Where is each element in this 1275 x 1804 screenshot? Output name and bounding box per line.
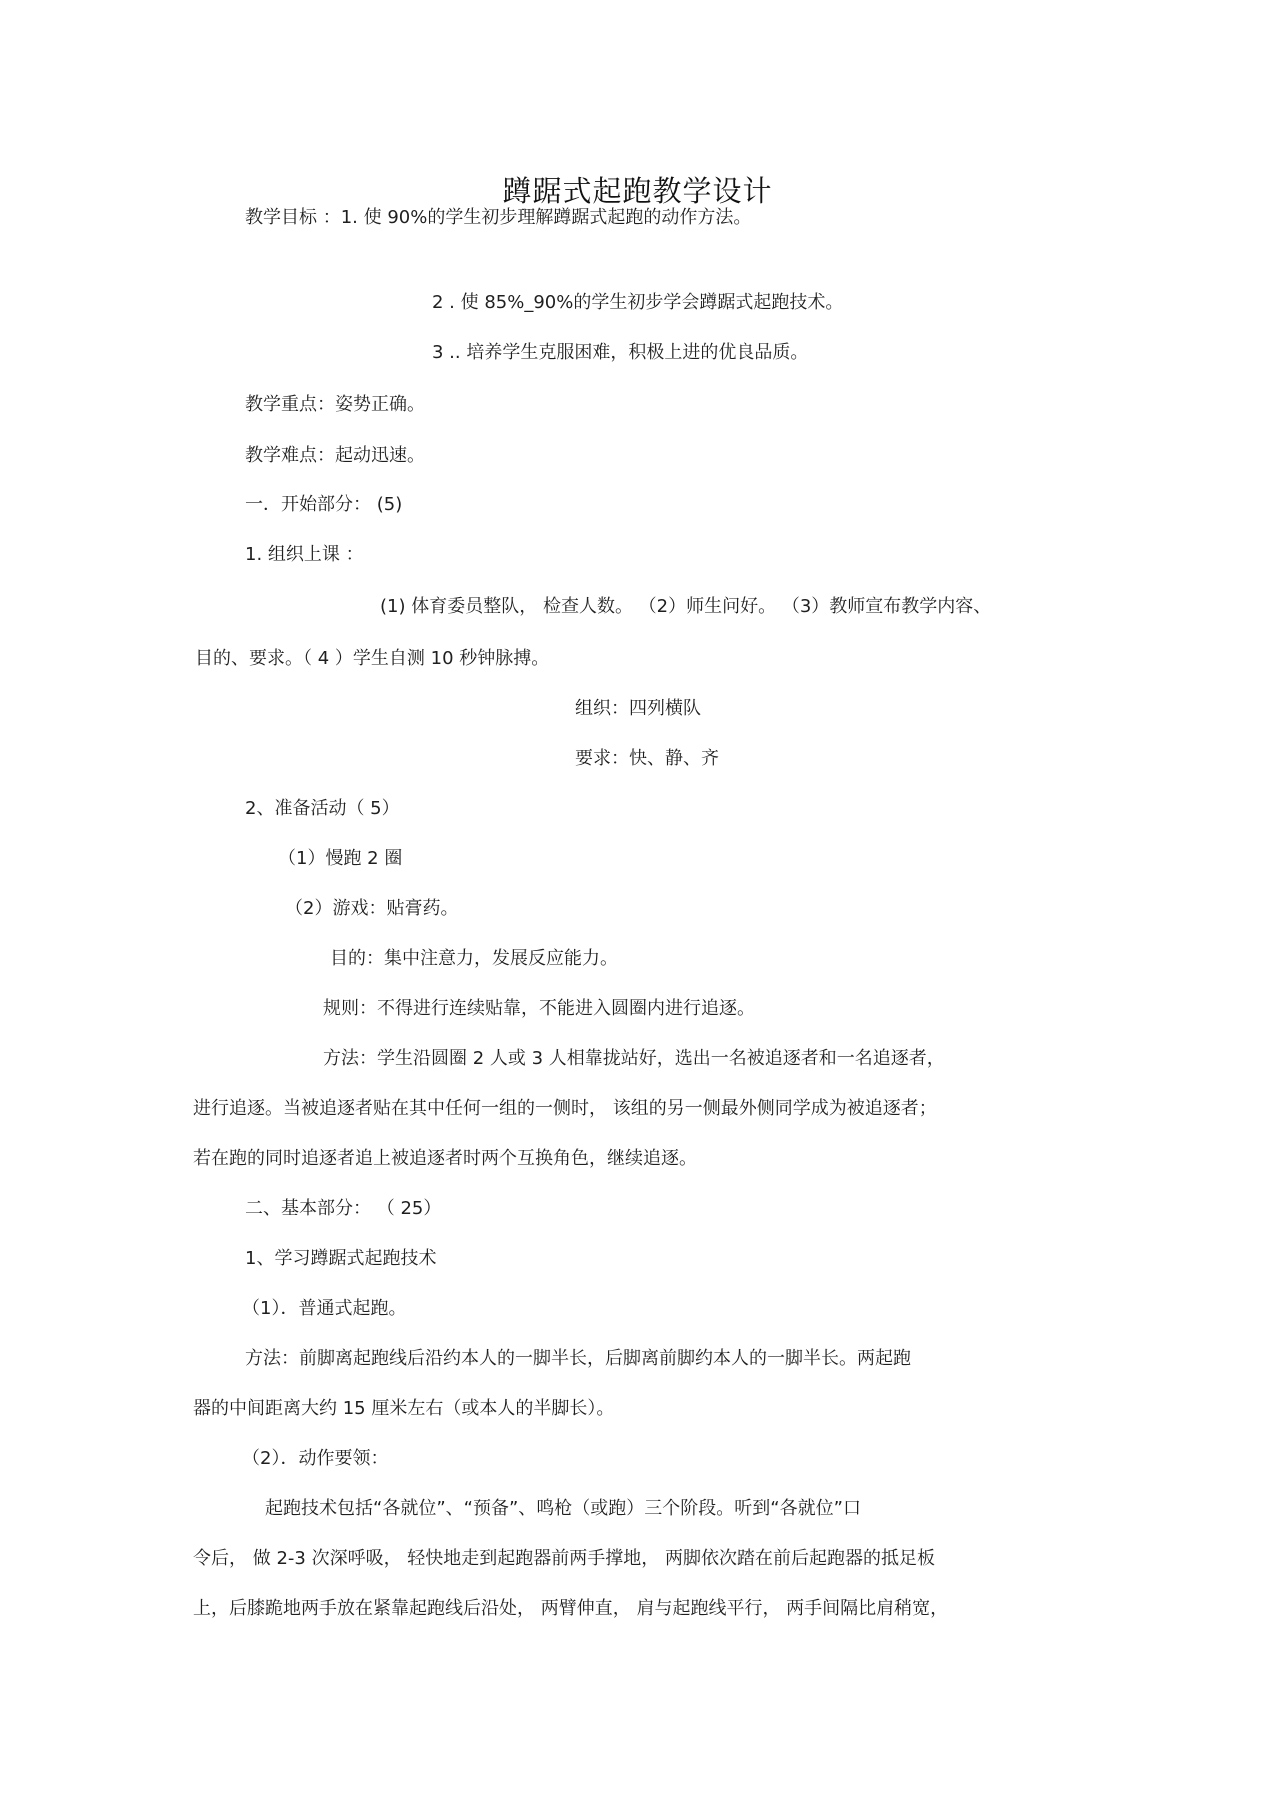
section-basic-heading: 二、基本部分： （ 25） <box>245 1198 442 1219</box>
paragraph-line: 进行追逐。当被追逐者贴在其中任何一组的一侧时， 该组的另一侧最外侧同学成为被追逐者； <box>193 1098 937 1119</box>
game-rules: 规则：不得进行连续贴靠，不能进入圆圈内进行追逐。 <box>323 998 755 1019</box>
paragraph-line: 起跑技术包括“各就位”、“预备”、鸣枪（或跑）三个阶段。听到“各就位”口 <box>265 1498 861 1519</box>
requirement-note: 要求：快、静、齐 <box>575 748 719 769</box>
objective-1: 教学目标 ：1. 使 90%的学生初步理解蹲踞式起跑的动作方法。 <box>245 207 752 228</box>
document-title: 蹲踞式起跑教学设计 <box>502 174 773 208</box>
game-method-line: 方法：学生沿圆圈 2 人或 3 人相靠拢站好，选出一名被追逐者和一名追逐者， <box>323 1048 945 1069</box>
standard-start-heading: （1）．普通式起跑。 <box>242 1298 407 1319</box>
paragraph-line: 器的中间距离大约 15 厘米左右（或本人的半脚长）。 <box>193 1398 615 1419</box>
warmup-item-1: （1）慢跑 2 圈 <box>278 848 403 869</box>
paragraph-line: 令后， 做 2-3 次深呼吸， 轻快地走到起跑器前两手撑地， 两脚依次踏在前后起跑器的抵足板 <box>193 1548 936 1569</box>
organization-note: 组织：四列横队 <box>575 698 701 719</box>
objective-3: 3 .. 培养学生克服困难，积极上进的优良品质。 <box>432 342 809 363</box>
game-purpose: 目的：集中注意力，发展反应能力。 <box>330 948 618 969</box>
paragraph-line: (1) 体育委员整队， 检查人数。 （2）师生问好。 （3）教师宣布教学内容、 <box>380 596 992 617</box>
teaching-focus: 教学重点：姿势正确。 <box>245 394 425 415</box>
movement-essentials-heading: （2）．动作要领： <box>242 1448 389 1469</box>
organize-class-heading: 1. 组织上课 ： <box>245 544 364 565</box>
section-opening-heading: 一．开始部分： (5) <box>245 494 403 515</box>
warmup-heading: 2、准备活动（ 5） <box>245 798 400 819</box>
teaching-difficulty: 教学难点：起动迅速。 <box>245 445 425 466</box>
method-line: 方法：前脚离起跑线后沿约本人的一脚半长，后脚离前脚约本人的一脚半长。两起跑 <box>245 1348 911 1369</box>
paragraph-line: 目的、要求。（ 4 ）学生自测 10 秒钟脉搏。 <box>195 648 550 669</box>
learn-technique-heading: 1、学习蹲踞式起跑技术 <box>245 1248 437 1269</box>
objective-2: 2 . 使 85%_90%的学生初步学会蹲踞式起跑技术。 <box>432 292 844 313</box>
paragraph-line: 上，后膝跪地两手放在紧靠起跑线后沿处， 两臂伸直， 肩与起跑线平行， 两手间隔比肩稍宽， <box>193 1598 949 1619</box>
paragraph-line: 若在跑的同时追逐者追上被追逐者时两个互换角色，继续追逐。 <box>193 1148 697 1169</box>
warmup-item-2: （2）游戏：贴膏药。 <box>285 898 459 919</box>
